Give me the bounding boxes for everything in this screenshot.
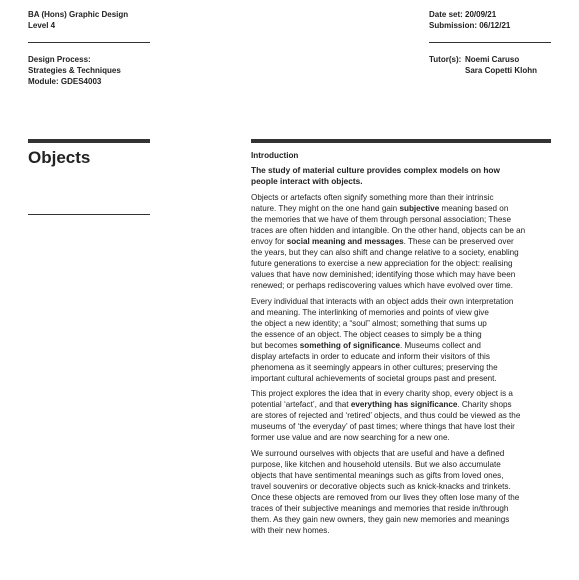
text-line: Every individual that interacts with an object adds their own interpretation: [251, 296, 514, 306]
header-rule-right: [429, 42, 551, 43]
text-span: nature. They might on the one hand gain: [251, 204, 400, 213]
dates-info: [429, 9, 510, 31]
course-title: BA (Hons) Graphic Design: [28, 10, 129, 19]
paragraph-1: [251, 192, 556, 291]
text-span: meaning based on: [439, 204, 509, 213]
paragraph-3: [251, 388, 556, 443]
text-line: objects that have sentimental meanings such as gifts from loved ones,: [251, 470, 504, 480]
text-line: are stores of rejected and ‘retired’ objects, and thus could be viewed as the: [251, 411, 521, 420]
text-line: future generations to exercise a new appreciation for the object: realising: [251, 259, 513, 268]
text-line: the essence of an object. The object ceases to simply be a thing: [251, 329, 482, 339]
tutor-label: Tutor(s):: [429, 55, 462, 64]
module-info: [28, 54, 121, 87]
tutor-names: [465, 54, 537, 76]
process-line1: Design Process:: [28, 55, 91, 64]
text-line: former use value and are now searching for a new one.: [251, 433, 450, 442]
text-span: . Charity shops: [457, 400, 512, 409]
text-line: display artefacts in order to educate and inform their visitors of this: [251, 351, 490, 361]
text-line: and meaning. The interlinking of memories and points of view give: [251, 307, 489, 317]
text-line: renewed; or perhaps rediscovering values which have evolved over time.: [251, 281, 513, 290]
emphasis-subjective: subjective: [399, 204, 440, 213]
text-line: traces of their subjective meanings and memories that reside in/through: [251, 503, 509, 513]
text-line: phenomena as it seemingly appears in other cultures; preserving the: [251, 362, 498, 372]
text-line: [251, 236, 556, 247]
text-line: traces are often hidden and intangible. On the other hand, objects can be an: [251, 226, 526, 235]
text-line: the object a new identity; a “soul” almost; something that sums up: [251, 318, 487, 328]
emphasis-everything: everything has significance: [350, 400, 458, 409]
text-line: with their new homes.: [251, 525, 330, 535]
submission-date: Submission: 06/12/21: [429, 21, 511, 30]
text-line: Objects or artefacts often signify something more than their intrinsic: [251, 193, 494, 202]
tutor-info: [429, 54, 569, 78]
lead-line: The study of material culture provides complex models on how: [251, 165, 500, 175]
main-content: [251, 150, 556, 540]
text-line: travel souvenirs or decorative objects such as knick-knacks and trinkets.: [251, 481, 511, 491]
lead-line: people interact with objects.: [251, 176, 363, 186]
text-line: the years, but they can also shift and change relative to a society, enabling: [251, 248, 519, 257]
page-title: Objects: [28, 148, 91, 167]
title-rule-right: [251, 139, 551, 143]
course-info: [28, 9, 128, 31]
tutor-name-1: Noemi Caruso: [465, 55, 520, 64]
header-rule-left: [28, 42, 150, 43]
tutor-name-2: Sara Copetti Klohn: [465, 66, 538, 75]
text-span: . Museums collect and: [400, 340, 481, 350]
text-span: potential ‘artefact’, and that: [251, 400, 351, 409]
text-line: [251, 203, 556, 214]
emphasis-significance: something of significance: [299, 340, 401, 350]
text-line: This project explores the idea that in every charity shop, every object is a: [251, 389, 513, 398]
module-code: Module: GDES4003: [28, 77, 102, 86]
text-line: [251, 340, 556, 351]
course-level: Level 4: [28, 21, 56, 30]
text-line: them. As they gain new owners, they gain new memories and meanings: [251, 514, 510, 524]
text-span: . These can be preserved over: [403, 237, 514, 246]
text-line: We surround ourselves with objects that are useful and have a defined: [251, 448, 505, 458]
paragraph-2: [251, 296, 556, 384]
lead-paragraph: [251, 165, 556, 187]
date-set: Date set: 20/09/21: [429, 10, 497, 19]
text-line: important cultural achievements of societal groups past and present.: [251, 373, 497, 383]
text-line: the memories that we have of them through personal association; These: [251, 215, 511, 224]
text-line: values that have now deminished; identifying those which may have been: [251, 270, 516, 279]
text-line: [251, 399, 556, 410]
title-underline-rule: [28, 214, 150, 215]
section-heading: Introduction: [251, 151, 299, 160]
text-line: museums of ‘the everyday’ of past times; where things that have lost their: [251, 422, 515, 431]
text-line: Once these objects are removed from our lives they often lose many of the: [251, 492, 520, 502]
emphasis-social-meaning: social meaning and messages: [286, 237, 404, 246]
text-span: envoy for: [251, 237, 287, 246]
paragraph-4: [251, 448, 556, 536]
process-line2: Strategies & Techniques: [28, 66, 121, 75]
title-rule-left: [28, 139, 150, 143]
text-span: but becomes: [251, 340, 300, 350]
text-line: purpose, like kitchen and household utensils. But we also accumulate: [251, 459, 501, 469]
